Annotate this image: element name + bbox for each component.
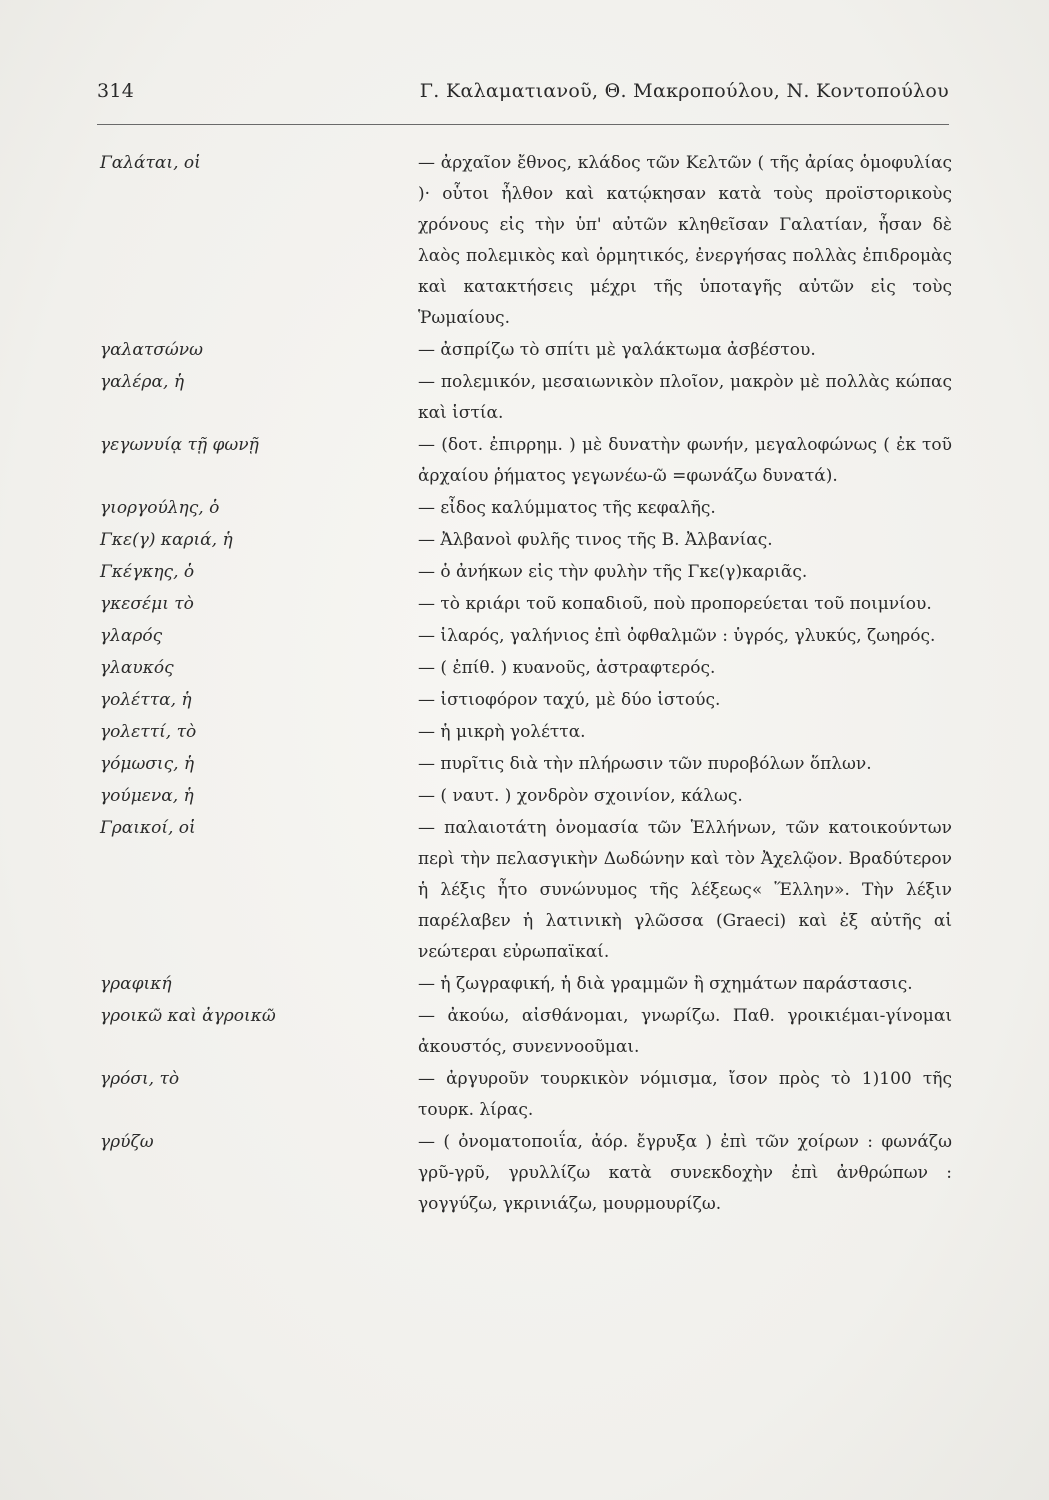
- headword: γραφική: [100, 974, 172, 994]
- headword: γκεσέμι τὸ: [100, 594, 194, 614]
- glossary-entry: [100, 430, 952, 492]
- glossary-entry: [100, 335, 952, 366]
- definition: — ἀρχαῖον ἔθνος, κλάδος τῶν Κελτῶν ( τῆς ἀρίας ὁμοφυλίας )· οὗτοι ἦλθον καὶ κατῴκησαν κατὰ τοὺς προϊστορικοὺς χρόνους εἰς τὴν ὑπ' αὐτῶν κληθεῖσαν Γαλατίαν, ἦσαν δὲ λαὸς πολεμικὸς καὶ ὁρμητικός, ἐνεργήσας πολλὰς ἐπιδρομὰς καὶ κατακτήσεις μέχρι τῆς ὑποταγῆς αὐτῶν εἰς τοὺς Ῥωμαίους.: [418, 153, 952, 328]
- definition: — ἱστιοφόρον ταχύ, μὲ δύο ἱστούς.: [418, 690, 721, 710]
- definition: — (δοτ. ἐπιρρημ. ) μὲ δυνατὴν φωνήν, μεγαλοφώνως ( ἐκ τοῦ ἀρχαίου ῥήματος γεγωνέω-ῶ =φωνάζω δυνατά).: [418, 435, 952, 486]
- definition: — ( ὀνοματοποιΐα, ἀόρ. ἔγρυξα ) ἐπὶ τῶν χοίρων : φωνάζω γρῦ-γρῦ, γρυλλίζω κατὰ συνεκδοχὴν ἐπὶ ἀνθρώπων : γογγύζω, γκρινιάζω, μουρμουρίζω.: [418, 1132, 952, 1214]
- definition: — πολεμικόν, μεσαιωνικὸν πλοῖον, μακρὸν μὲ πολλὰς κώπας καὶ ἱστία.: [418, 372, 952, 423]
- definition: — ἡ μικρὴ γολέττα.: [418, 722, 586, 742]
- headword: Γραικοί, οἱ: [100, 818, 196, 838]
- glossary-entry: [100, 1064, 952, 1126]
- headword: γροικῶ καὶ ἀγροικῶ: [100, 1006, 276, 1026]
- definition: — παλαιοτάτη ὀνομασία τῶν Ἑλλήνων, τῶν κατοικούντων περὶ τὴν πελασγικὴν Δωδώνην καὶ τὸν Ἀχελῷον. Βραδύτερον ἡ λέξις ἦτο συνώνυμος τῆς λέξεως« Ἕλλην». Τὴν λέξιν παρέλαβεν ἡ λατινικὴ γλῶσσα (Graeci) καὶ ἐξ αὐτῆς αἱ νεώτεραι εὐρωπαϊκαί.: [418, 818, 952, 962]
- page-header: [97, 80, 949, 114]
- definition: — πυρῖτις διὰ τὴν πλήρωσιν τῶν πυροβόλων ὅπλων.: [418, 754, 872, 774]
- glossary-entry: [100, 749, 952, 780]
- definition: — ἀκούω, αἰσθάνομαι, γνωρίζω. Παθ. γροικιέμαι-γίνομαι ἀκουστός, συνεννοοῦμαι.: [418, 1006, 952, 1057]
- glossary-entry: [100, 969, 952, 1000]
- headword: γαλέρα, ἡ: [100, 372, 185, 392]
- glossary-entry: [100, 557, 952, 588]
- glossary-entry: [100, 653, 952, 684]
- headword: γολεττί, τὸ: [100, 722, 197, 742]
- headword: γούμενα, ἡ: [100, 786, 194, 806]
- glossary-entry: [100, 813, 952, 968]
- glossary-entry: [100, 367, 952, 429]
- definition: — ἡ ζωγραφική, ἡ διὰ γραμμῶν ἢ σχημάτων παράστασις.: [418, 974, 913, 994]
- glossary-entries: [100, 148, 952, 1221]
- glossary-entry: [100, 525, 952, 556]
- glossary-entry: [100, 493, 952, 524]
- headword: Γκε(γ) καριά, ἡ: [100, 530, 233, 550]
- definition: — ὁ ἀνήκων εἰς τὴν φυλὴν τῆς Γκε(γ)καριᾶς.: [418, 562, 808, 582]
- glossary-entry: [100, 685, 952, 716]
- definition: — εἶδος καλύμματος τῆς κεφαλῆς.: [418, 498, 716, 518]
- page-number: 314: [97, 80, 135, 102]
- glossary-entry: [100, 1127, 952, 1220]
- glossary-entry: [100, 621, 952, 652]
- header-rule: [97, 124, 949, 125]
- definition: — ἀργυροῦν τουρκικὸν νόμισμα, ἴσον πρὸς τὸ 1)100 τῆς τουρκ. λίρας.: [418, 1069, 952, 1120]
- headword: γιοργούλης, ὁ: [100, 498, 220, 518]
- headword: Γαλάται, οἱ: [100, 153, 201, 173]
- headword: γεγωνυίᾳ τῇ φωνῇ: [100, 435, 259, 455]
- headword: γλαυκός: [100, 658, 174, 678]
- headword: Γκέγκης, ὁ: [100, 562, 195, 582]
- definition: — ( ναυτ. ) χονδρὸν σχοινίον, κάλως.: [418, 786, 743, 806]
- headword: γόμωσις, ἡ: [100, 754, 195, 774]
- definition: — ἱλαρός, γαλήνιος ἐπὶ ὀφθαλμῶν : ὑγρός, γλυκύς, ζωηρός.: [418, 626, 936, 646]
- running-title: Γ. Καλαματιανοῦ, Θ. Μακροπούλου, Ν. Κοντοπούλου: [419, 80, 949, 102]
- headword: γρύζω: [100, 1132, 154, 1152]
- glossary-entry: [100, 589, 952, 620]
- headword: γρόσι, τὸ: [100, 1069, 180, 1089]
- glossary-entry: [100, 148, 952, 334]
- glossary-entry: [100, 1001, 952, 1063]
- definition: — ἀσπρίζω τὸ σπίτι μὲ γαλάκτωμα ἀσβέστου.: [418, 340, 816, 360]
- definition: — Ἀλβανοὶ φυλῆς τινος τῆς Β. Ἀλβανίας.: [418, 530, 773, 550]
- definition: — τὸ κριάρι τοῦ κοπαδιοῦ, ποὺ προπορεύεται τοῦ ποιμνίου.: [418, 594, 932, 614]
- headword: γαλατσώνω: [100, 340, 203, 360]
- definition: — ( ἐπίθ. ) κυανοῦς, ἀστραφτερός.: [418, 658, 716, 678]
- glossary-entry: [100, 781, 952, 812]
- headword: γλαρός: [100, 626, 163, 646]
- headword: γολέττα, ἡ: [100, 690, 192, 710]
- glossary-entry: [100, 717, 952, 748]
